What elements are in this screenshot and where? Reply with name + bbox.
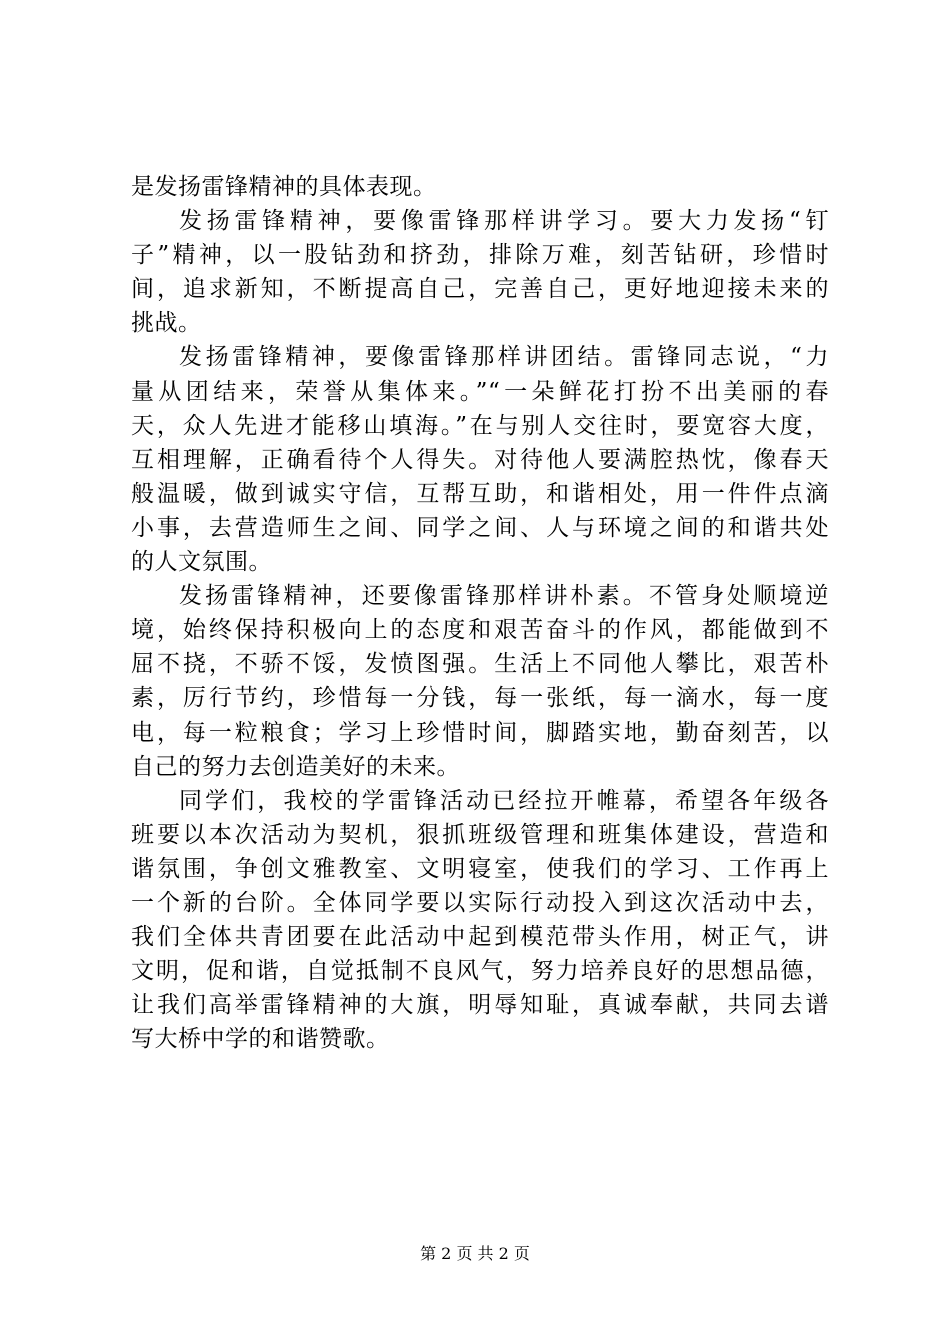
text-line: 素，厉行节约，珍惜每一分钱，每一张纸，每一滴水，每一度: [131, 685, 829, 712]
text-line: 是发扬雷锋精神的具体表现。: [131, 174, 437, 200]
text-line: 让我们高举雷锋精神的大旗，明辱知耻，真诚奉献，共同去谱: [131, 992, 829, 1019]
text-line: 发扬雷锋精神，要像雷锋那样讲学习。要大力发扬“钉: [179, 208, 829, 235]
text-line: 一个新的台阶。全体同学要以实际行动投入到这次活动中去，: [131, 889, 829, 916]
text-line: 境，始终保持积极向上的态度和艰苦奋斗的作风，都能做到不: [131, 617, 829, 644]
text-line: 谐氛围，争创文雅教室、文明寝室，使我们的学习、工作再上: [131, 855, 829, 882]
text-line: 量从团结来，荣誉从集体来。”“一朵鲜花打扮不出美丽的春: [131, 378, 829, 405]
text-line: 挑战。: [131, 310, 202, 337]
text-line: 发扬雷锋精神，要像雷锋那样讲团结。雷锋同志说，“力: [179, 344, 829, 371]
text-line: 屈不挠，不骄不馁，发愤图强。生活上不同他人攀比，艰苦朴: [131, 651, 829, 678]
text-line: 子”精神，以一股钻劲和挤劲，排除万难，刻苦钻研，珍惜时: [131, 242, 829, 269]
text-line: 发扬雷锋精神，还要像雷锋那样讲朴素。不管身处顺境逆: [179, 583, 829, 610]
text-line: 互相理解，正确看待个人得失。对待他人要满腔热忱，像春天: [131, 446, 829, 473]
page-footer: [0, 1244, 950, 1264]
text-line: 自己的努力去创造美好的未来。: [131, 753, 460, 780]
text-line: 电，每一粒粮食；学习上珍惜时间，脚踏实地，勤奋刻苦，以: [131, 719, 829, 746]
text-line: 同学们，我校的学雷锋活动已经拉开帷幕，希望各年级各: [179, 787, 829, 814]
document-body: [131, 170, 829, 1056]
text-line: 间，追求新知，不断提高自己，完善自己，更好地迎接未来的: [131, 276, 829, 303]
text-line: 般温暖，做到诚实守信，互帮互助，和谐相处，用一件件点滴: [131, 480, 829, 507]
text-line: 的人文氛围。: [131, 549, 272, 576]
text-line: 小事，去营造师生之间、同学之间、人与环境之间的和谐共处: [131, 514, 829, 541]
page-number-label: 第 2 页 共 2 页: [420, 1244, 530, 1263]
text-line: 我们全体共青团要在此活动中起到模范带头作用，树正气，讲: [131, 924, 829, 951]
text-line: 文明，促和谐，自觉抵制不良风气，努力培养良好的思想品德，: [131, 958, 829, 985]
text-line: 写大桥中学的和谐赞歌。: [131, 1026, 390, 1053]
text-line: 班要以本次活动为契机，狠抓班级管理和班集体建设，营造和: [131, 821, 829, 848]
text-line: 天，众人先进才能移山填海。”在与别人交往时，要宽容大度，: [131, 412, 829, 439]
